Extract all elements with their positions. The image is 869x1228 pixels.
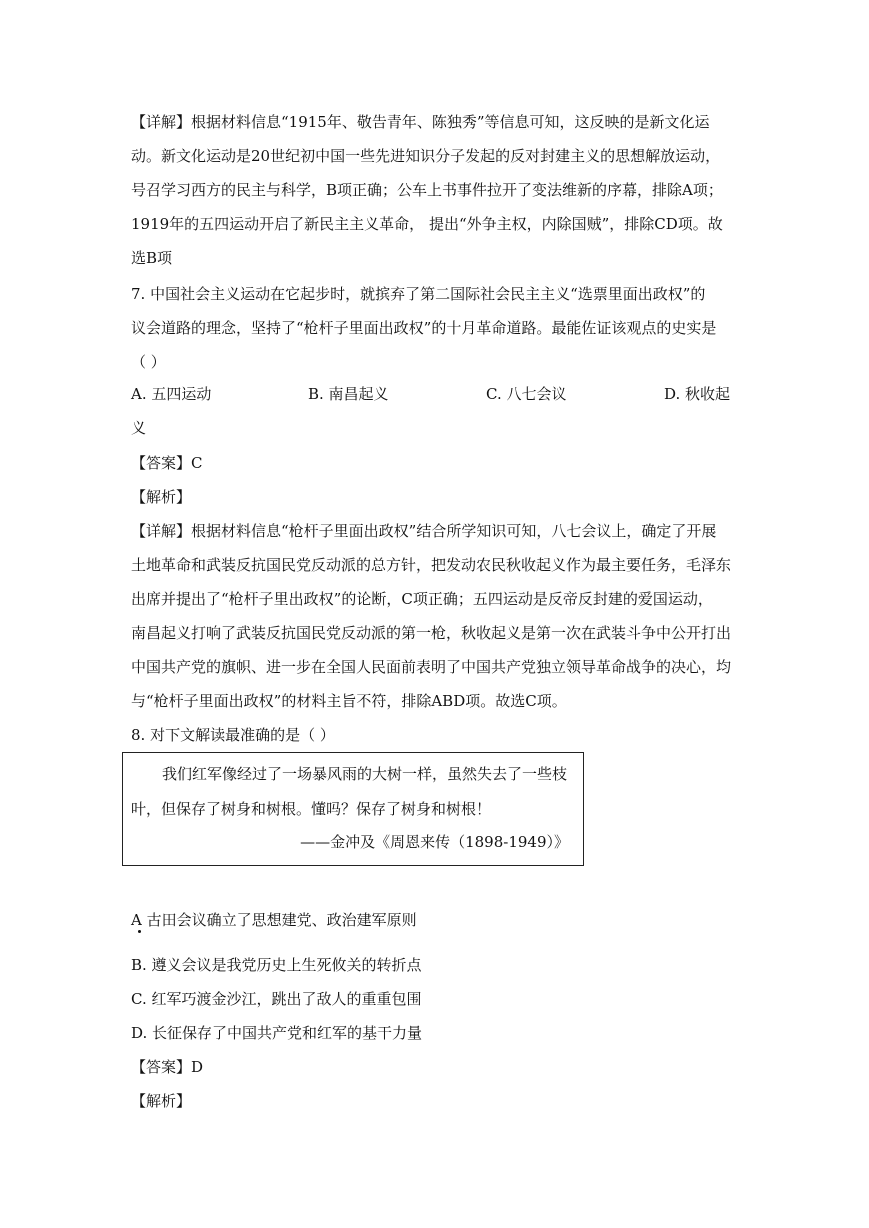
option-a-dot [138, 930, 141, 933]
q6-detail-line-3: 号召学习西方的民主与科学，B项正确；公车上书事件拉开了变法维新的序幕，排除A项； [131, 181, 723, 199]
q6-detail-line-1: 【详解】根据材料信息“1915年、敬告青年、陈独秀”等信息可知，这反映的是新文化运 [131, 113, 710, 131]
quote-source: ——金冲及《周恩来传（1898-1949）》 [300, 833, 569, 851]
q6-detail-line-4: 1919年的五四运动开启了新民主主义革命， 提出“外争主权，内除国贼”，排除CD项。故 [131, 215, 723, 233]
q7-detail-line-6: 与“枪杆子里面出政权”的材料主旨不符，排除ABD项。故选C项。 [131, 692, 567, 710]
q7-option-d: D. 秋收起 [664, 385, 731, 403]
q8-stem: 8. 对下文解读最准确的是（ ） [131, 726, 335, 744]
q7-stem-line-3: （ ） [131, 353, 166, 371]
q7-option-d-wrap: 义 [131, 419, 147, 437]
q7-stem-line-2: 议会道路的理念，坚持了“枪杆子里面出政权”的十月革命道路。最能佐证该观点的史实是 [131, 319, 717, 337]
q8-analysis-label: 【解析】 [131, 1092, 192, 1110]
q7-detail-line-5: 中国共产党的旗帜、进一步在全国人民面前表明了中国共产党独立领导革命战争的决心，均 [131, 658, 732, 676]
q7-detail-line-2: 土地革命和武装反抗国民党反动派的总方针，把发动农民秋收起义作为最主要任务，毛泽东 [131, 556, 732, 574]
q8-option-c: C. 红军巧渡金沙江，跳出了敌人的重重包围 [131, 990, 422, 1008]
q7-option-a: A. 五四运动 [131, 385, 212, 403]
q7-analysis-label: 【解析】 [131, 488, 192, 506]
q8-answer: 【答案】D [131, 1058, 204, 1076]
quote-box [122, 752, 584, 866]
q7-option-c: C. 八七会议 [486, 385, 567, 403]
q7-stem-line-1: 7. 中国社会主义运动在它起步时，就摈弃了第二国际社会民主主义“选票里面出政权”的 [131, 285, 706, 303]
q7-detail-line-3: 出席并提出了“枪杆子里出政权”的论断，C项正确；五四运动是反帝反封建的爱国运动， [131, 590, 713, 608]
quote-line-2: 叶，但保存了树身和树根。懂吗？保存了树身和树根！ [131, 800, 492, 818]
q7-option-b: B. 南昌起义 [308, 385, 389, 403]
q8-option-b: B. 遵义会议是我党历史上生死攸关的转折点 [131, 956, 422, 974]
q8-option-a: A 古田会议确立了思想建党、政治建军原则 [131, 911, 417, 929]
q7-detail-line-4: 南昌起义打响了武装反抗国民党反动派的第一枪，秋收起义是第一次在武装斗争中公开打出 [131, 624, 732, 642]
quote-line-1: 我们红军像经过了一场暴风雨的大树一样，虽然失去了一些枝 [162, 765, 568, 783]
q7-detail-line-1: 【详解】根据材料信息“枪杆子里面出政权”结合所学知识可知，八七会议上，确定了开展 [131, 522, 717, 540]
q6-detail-line-5: 选B项 [131, 249, 173, 267]
q8-option-d: D. 长征保存了中国共产党和红军的基干力量 [131, 1024, 423, 1042]
q6-detail-line-2: 动。新文化运动是20世纪初中国一些先进知识分子发起的反对封建主义的思想解放运动， [131, 147, 721, 165]
q7-answer: 【答案】C [131, 454, 203, 472]
